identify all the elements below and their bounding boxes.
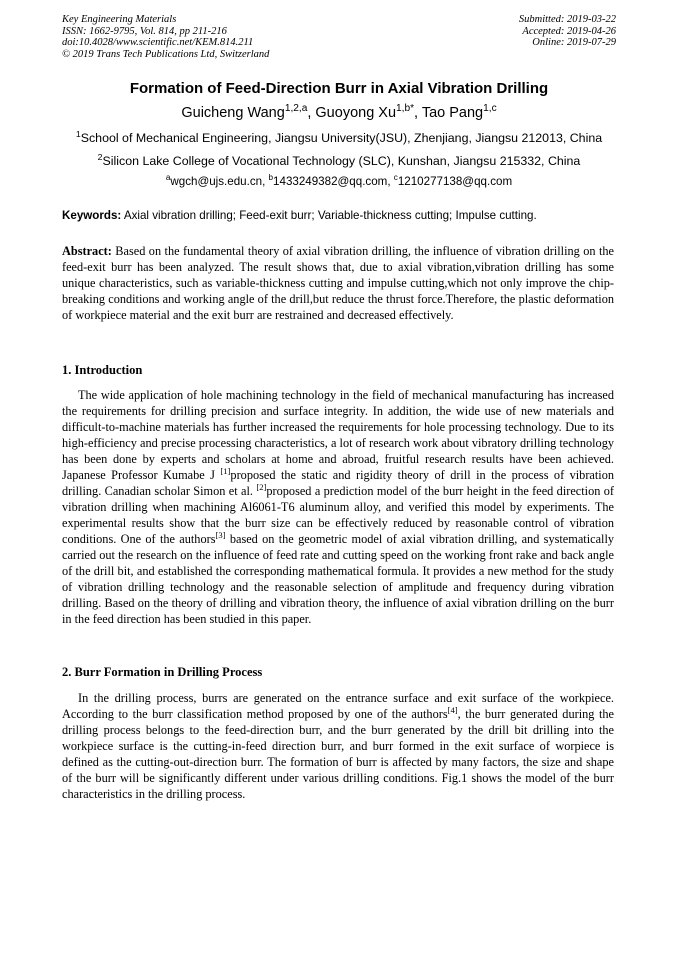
online-date: Online: 2019-07-29	[532, 37, 616, 48]
affiliation	[0, 128, 678, 145]
email-mark: c	[393, 173, 398, 183]
journal-info	[62, 14, 269, 60]
paragraph-text: In the drilling process, burrs are generated on the entrance surface and exit surface of the workpiece. According to the burr classification method proposed by one of the authors	[62, 691, 614, 721]
email-mark: a	[165, 173, 171, 183]
author-list	[0, 105, 678, 121]
keywords-text: Axial vibration drilling; Feed-exit burr; Variable-thickness cutting; Impulse cutting.	[121, 209, 537, 222]
journal-name: Key Engineering Materials	[62, 14, 177, 25]
email-address[interactable]: 1210277138@qq.com	[397, 175, 513, 188]
journal-doi[interactable]: doi:10.4028/www.scientific.net/KEM.814.211	[62, 37, 254, 48]
email-mark: b	[268, 173, 274, 183]
submitted-date: Submitted: 2019-03-22	[518, 14, 616, 25]
keywords	[62, 209, 618, 222]
paragraph-text: proposed the static and rigidity theory of drill in the process of vibration drilling. Canadian scholar Simon et al.	[62, 468, 615, 498]
citation-ref[interactable]: [1]	[220, 465, 231, 476]
affiliation-mark: 2	[97, 151, 103, 162]
abstract	[62, 243, 614, 323]
author-affiliation-mark: 1,c	[483, 103, 497, 115]
introduction-paragraph	[62, 387, 614, 627]
author-separator: ,	[307, 105, 316, 121]
paragraph-text: , the burr generated during the drilling process belongs to the feed-direction burr, and the burr generated by the drill bit drilling into the workpiece surface is the cutting-in-feed direction burr, and burr formed in the exit surface of worpiece is defined as the cutting-out-direction burr. The formation of burr is affected by many factors, the size and shape of the burr will be significantly different under various drilling conditions. Fig.1 shows the model of the burr characteristics in the drilling process.	[62, 707, 615, 801]
author-name: Guoyong Xu	[315, 105, 397, 121]
affiliation-mark: 1	[75, 128, 81, 139]
journal-issn: ISSN: 1662-9795, Vol. 814, pp 211-216	[62, 25, 227, 37]
keywords-label: Keywords:	[62, 209, 122, 222]
accepted-date: Accepted: 2019-04-26	[522, 25, 616, 37]
affiliation-text: Silicon Lake College of Vocational Technology (SLC), Kunshan, Jiangsu 215332, China	[102, 154, 581, 168]
abstract-label: Abstract:	[62, 244, 112, 258]
author-name: Tao Pang	[421, 105, 484, 121]
paragraph-text: The wide application of hole machining technology in the field of mechanical manufacturing has increased the requirements for drilling precision and surface integrity. In addition, the wide use of new materials and difficult-to-machine materials has further increased the requirements for hole processing technology. Due to its high-efficiency and precise processing characteristics, a lot of research work about vibratory drilling technology has been done by experts and scholars at home and abroad, fruitful research results have been achieved. Japanese Professor Kumabe J	[62, 388, 614, 482]
email-address[interactable]: 1433249382@qq.com,	[273, 175, 394, 188]
author-affiliation-mark: 1,2,a	[284, 103, 308, 115]
section-heading-introduction: 1. Introduction	[62, 363, 143, 377]
citation-ref[interactable]: [4]	[447, 704, 458, 715]
citation-ref[interactable]: [3]	[215, 529, 226, 540]
author-name: Guicheng Wang	[181, 105, 285, 121]
paper-title: Formation of Feed-Direction Burr in Axial Vibration Drilling	[129, 80, 549, 97]
section-heading-burr-formation: 2. Burr Formation in Drilling Process	[62, 665, 263, 679]
burr-formation-paragraph	[62, 690, 614, 802]
abstract-text: Based on the fundamental theory of axial vibration drilling, the influence of vibration drilling on the feed-exit burr has been analyzed. The result shows that, due to axial vibration,vibration drilling has some unique characteristics, such as variable-thickness cutting and impulse cutting,which not only improve the chip-breaking conditions and working angle of the drill,but reduce the thrust force.Therefore, the plastic deformation of workpiece material and the exit burr are restrained and decreased effectively.	[62, 244, 614, 322]
affiliation	[0, 151, 678, 168]
author-affiliation-mark: 1,b*	[396, 103, 415, 115]
email-address[interactable]: wgch@ujs.edu.cn,	[170, 175, 269, 188]
journal-copyright: © 2019 Trans Tech Publications Ltd, Switzerland	[62, 48, 270, 60]
affiliation-text: School of Mechanical Engineering, Jiangsu University(JSU), Zhenjiang, Jiangsu 212013, China	[80, 131, 603, 145]
paragraph-text: proposed a prediction model of the burr height in the feed direction of vibration drilling when machining Al6061-T6 aluminum alloy, and verified this model by experiments. The experimental results show that the burr size can be effectively reduced by reasonable control of vibration conditions. One of the authors	[62, 484, 614, 546]
citation-ref[interactable]: [2]	[256, 481, 267, 492]
author-emails	[0, 175, 678, 188]
author-separator: ,	[414, 105, 422, 121]
paragraph-text: based on the geometric model of axial vibration drilling, and systematically carried out the research on the influence of feed rate and cutting speed on the working front rake and back angle of the drill bit, and established the corresponding mathematical formula. It provides a new method for the study of vibration drilling technology and the reasonable selection of amplitude and frequency during vibration drilling. Based on the theory of drilling and vibration theory, the influence of axial vibration drilling on the burr in the feed direction has been studied in this paper.	[62, 532, 615, 626]
publication-dates	[519, 14, 616, 49]
